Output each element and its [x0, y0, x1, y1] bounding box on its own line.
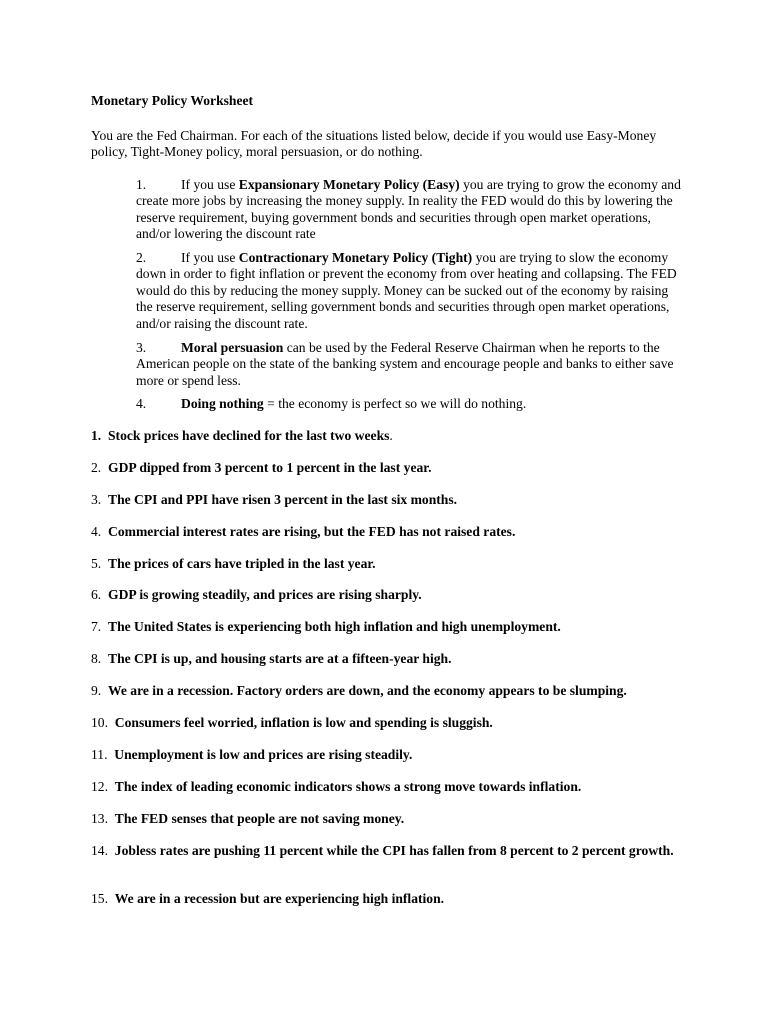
definition-text: can be used by the Federal Reserve Chairman when he reports to the American people on the state of the banking system and encourage people and banks to either save more or spend less.: [136, 340, 674, 388]
question-text: The CPI is up, and housing starts are at a fifteen-year high.: [108, 651, 452, 666]
question-item: [91, 715, 691, 731]
question-text: The index of leading economic indicators shows a strong move towards inflation.: [114, 779, 582, 794]
question-text: Jobless rates are pushing 11 percent while the CPI has fallen from 8 percent to 2 percent growth.: [114, 843, 674, 858]
question-item: [91, 811, 691, 827]
definition-prefix: If you use: [181, 250, 239, 265]
question-item: [91, 460, 691, 476]
definition-text: you are trying to grow the economy and create more jobs by increasing the money supply. In reality the FED would do this by lowering the reserve requirement, buying government bonds and securities through open market operations, and/or lowering the discount rate: [136, 177, 681, 242]
question-number: 15.: [91, 891, 108, 906]
question-item: [91, 683, 691, 699]
question-item: [91, 524, 691, 540]
definition-term: Contractionary Monetary Policy (Tight): [238, 250, 473, 265]
question-number: 6.: [91, 587, 102, 602]
definition-text: = the economy is perfect so we will do nothing.: [263, 396, 527, 411]
question-item: [91, 779, 691, 795]
definition-prefix: If you use: [181, 177, 239, 192]
question-number: 11.: [91, 747, 108, 762]
question-text: The prices of cars have tripled in the last year.: [108, 556, 376, 571]
question-number: 14.: [91, 843, 108, 858]
question-item: [91, 428, 691, 444]
question-number: 10.: [91, 715, 108, 730]
question-number: 13.: [91, 811, 108, 826]
definition-term: Doing nothing: [181, 396, 264, 411]
question-number: 1.: [91, 428, 102, 443]
question-number: 12.: [91, 779, 108, 794]
question-number: 8.: [91, 651, 102, 666]
intro-paragraph: You are the Fed Chairman. For each of the situations listed below, decide if you would use Easy-Money policy, Tight-Money policy, moral persuasion, or do nothing.: [91, 128, 657, 160]
question-text: GDP is growing steadily, and prices are rising sharply.: [108, 587, 422, 602]
page-title: Monetary Policy Worksheet: [91, 93, 254, 108]
definition-tight-money: [136, 250, 684, 332]
definition-number: 4.: [136, 396, 147, 411]
definition-number: 1.: [136, 177, 147, 192]
question-text: We are in a recession but are experiencing high inflation.: [114, 891, 445, 906]
question-text: The CPI and PPI have risen 3 percent in the last six months.: [108, 492, 458, 507]
definition-number: 3.: [136, 340, 147, 355]
question-item: [91, 556, 691, 572]
question-number: 5.: [91, 556, 102, 571]
question-tail: .: [389, 428, 393, 443]
question-number: 7.: [91, 619, 102, 634]
question-item: [91, 492, 691, 508]
question-item: [91, 619, 691, 635]
question-text: The FED senses that people are not saving money.: [114, 811, 405, 826]
question-item: [91, 747, 691, 763]
question-text: GDP dipped from 3 percent to 1 percent in the last year.: [108, 460, 432, 475]
question-number: 2.: [91, 460, 102, 475]
question-item: [91, 843, 691, 859]
question-text: We are in a recession. Factory orders are down, and the economy appears to be slumping.: [108, 683, 627, 698]
question-number: 4.: [91, 524, 102, 539]
definition-easy-money: [136, 177, 684, 243]
question-text: Consumers feel worried, inflation is low and spending is sluggish.: [114, 715, 493, 730]
question-number: 9.: [91, 683, 102, 698]
question-text: The United States is experiencing both high inflation and high unemployment.: [108, 619, 561, 634]
definition-term: Expansionary Monetary Policy (Easy): [238, 177, 460, 192]
question-text: Unemployment is low and prices are rising steadily.: [114, 747, 413, 762]
definition-number: 2.: [136, 250, 147, 265]
question-text: Stock prices have declined for the last two weeks: [108, 428, 390, 443]
question-item: [91, 651, 691, 667]
definition-text: you are trying to slow the economy down in order to fight inflation or prevent the economy from over heating and collapsing. The FED would do this by reducing the money supply. Money can be sucked out of the economy by raising the reserve requirement, selling government bonds and securities through open market operations, and/or raising the discount rate.: [136, 250, 677, 331]
question-text: Commercial interest rates are rising, but the FED has not raised rates.: [108, 524, 516, 539]
question-item: [91, 587, 691, 603]
question-item: [91, 891, 691, 907]
definition-doing-nothing: [136, 396, 684, 412]
question-number: 3.: [91, 492, 102, 507]
definition-term: Moral persuasion: [181, 340, 284, 355]
definition-moral-persuasion: [136, 340, 684, 389]
